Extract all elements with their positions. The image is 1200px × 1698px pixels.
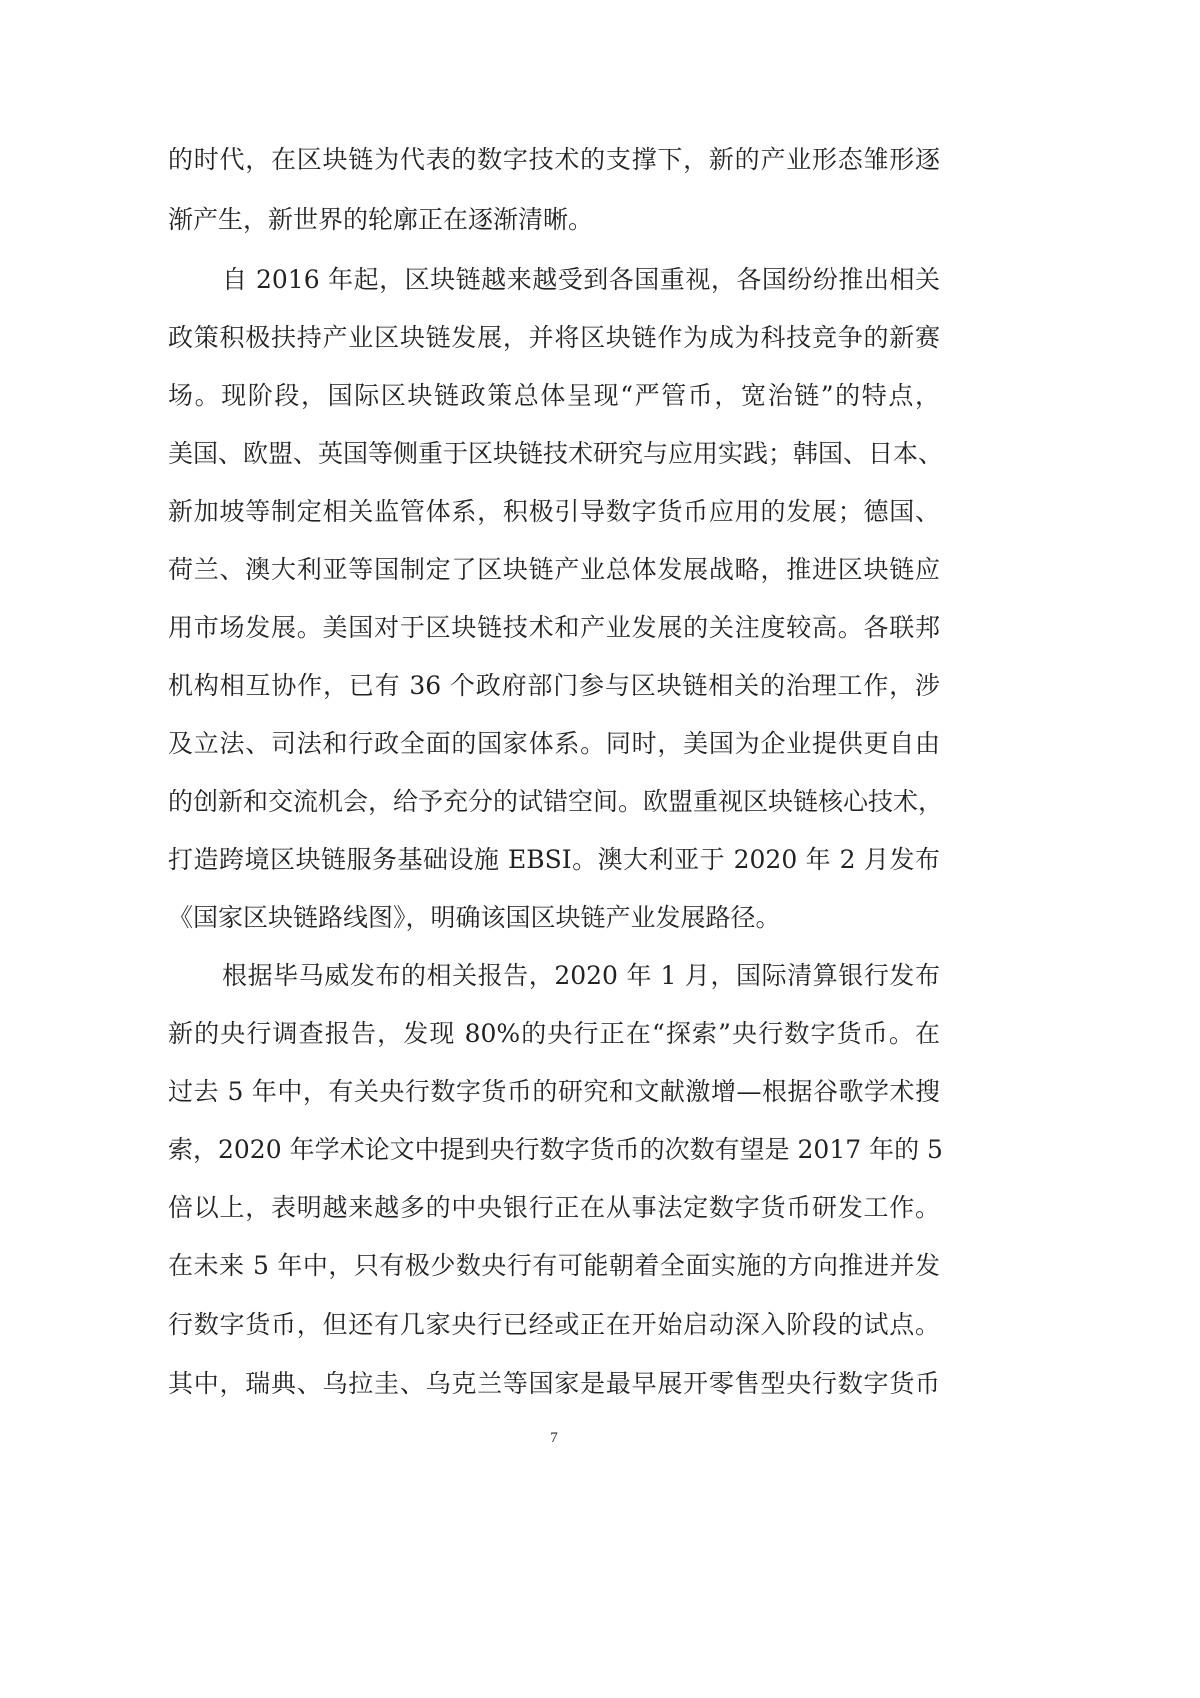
text-line: 场。现阶段，国际区块链政策总体呈现“严管币，宽治链”的特点， <box>168 381 940 410</box>
text-line: 用市场发展。美国对于区块链技术和产业发展的关注度较高。各联邦 <box>168 613 940 642</box>
paragraph-first-line: 根据毕马威发布的相关报告，2020 年 1 月，国际清算银行发布 <box>222 961 940 990</box>
text-line: 打造跨境区块链服务基础设施 EBSI。澳大利亚于 2020 年 2 月发布 <box>168 845 940 874</box>
text-line: 渐产生，新世界的轮廓正在逐渐清晰。 <box>168 205 594 234</box>
text-line: 的时代，在区块链为代表的数字技术的支撑下，新的产业形态雏形逐 <box>168 145 940 174</box>
page-number: 7 <box>550 1430 558 1446</box>
text-line: 其中，瑞典、乌拉圭、乌克兰等国家是最早展开零售型央行数字货币 <box>168 1369 940 1398</box>
text-line: 政策积极扶持产业区块链发展，并将区块链作为成为科技竞争的新赛 <box>168 323 940 352</box>
text-line: 新的央行调查报告，发现 80%的央行正在“探索”央行数字货币。在 <box>168 1019 940 1048</box>
text-line: 美国、欧盟、英国等侧重于区块链技术研究与应用实践；韩国、日本、 <box>168 439 944 468</box>
text-line: 《国家区块链路线图》，明确该国区块链产业发展路径。 <box>168 903 781 932</box>
paragraph-first-line: 自 2016 年起，区块链越来越受到各国重视，各国纷纷推出相关 <box>222 265 940 294</box>
text-line: 在未来 5 年中，只有极少数央行有可能朝着全面实施的方向推进并发 <box>168 1251 940 1280</box>
text-line: 荷兰、澳大利亚等国制定了区块链产业总体发展战略，推进区块链应 <box>168 555 940 584</box>
text-line: 新加坡等制定相关监管体系，积极引导数字货币应用的发展；德国、 <box>168 497 940 526</box>
text-line: 倍以上，表明越来越多的中央银行正在从事法定数字货币研发工作。 <box>168 1193 940 1222</box>
text-line: 索，2020 年学术论文中提到央行数字货币的次数有望是 2017 年的 5 <box>168 1135 943 1164</box>
text-line: 的创新和交流机会，给予充分的试错空间。欧盟重视区块链核心技术， <box>168 787 944 816</box>
text-line: 及立法、司法和行政全面的国家体系。同时，美国为企业提供更自由 <box>168 729 940 758</box>
text-line: 机构相互协作，已有 36 个政府部门参与区块链相关的治理工作，涉 <box>168 671 940 700</box>
text-line: 过去 5 年中，有关央行数字货币的研究和文献激增—根据谷歌学术搜 <box>168 1077 940 1106</box>
text-line: 行数字货币，但还有几家央行已经或正在开始启动深入阶段的试点。 <box>168 1310 940 1339</box>
